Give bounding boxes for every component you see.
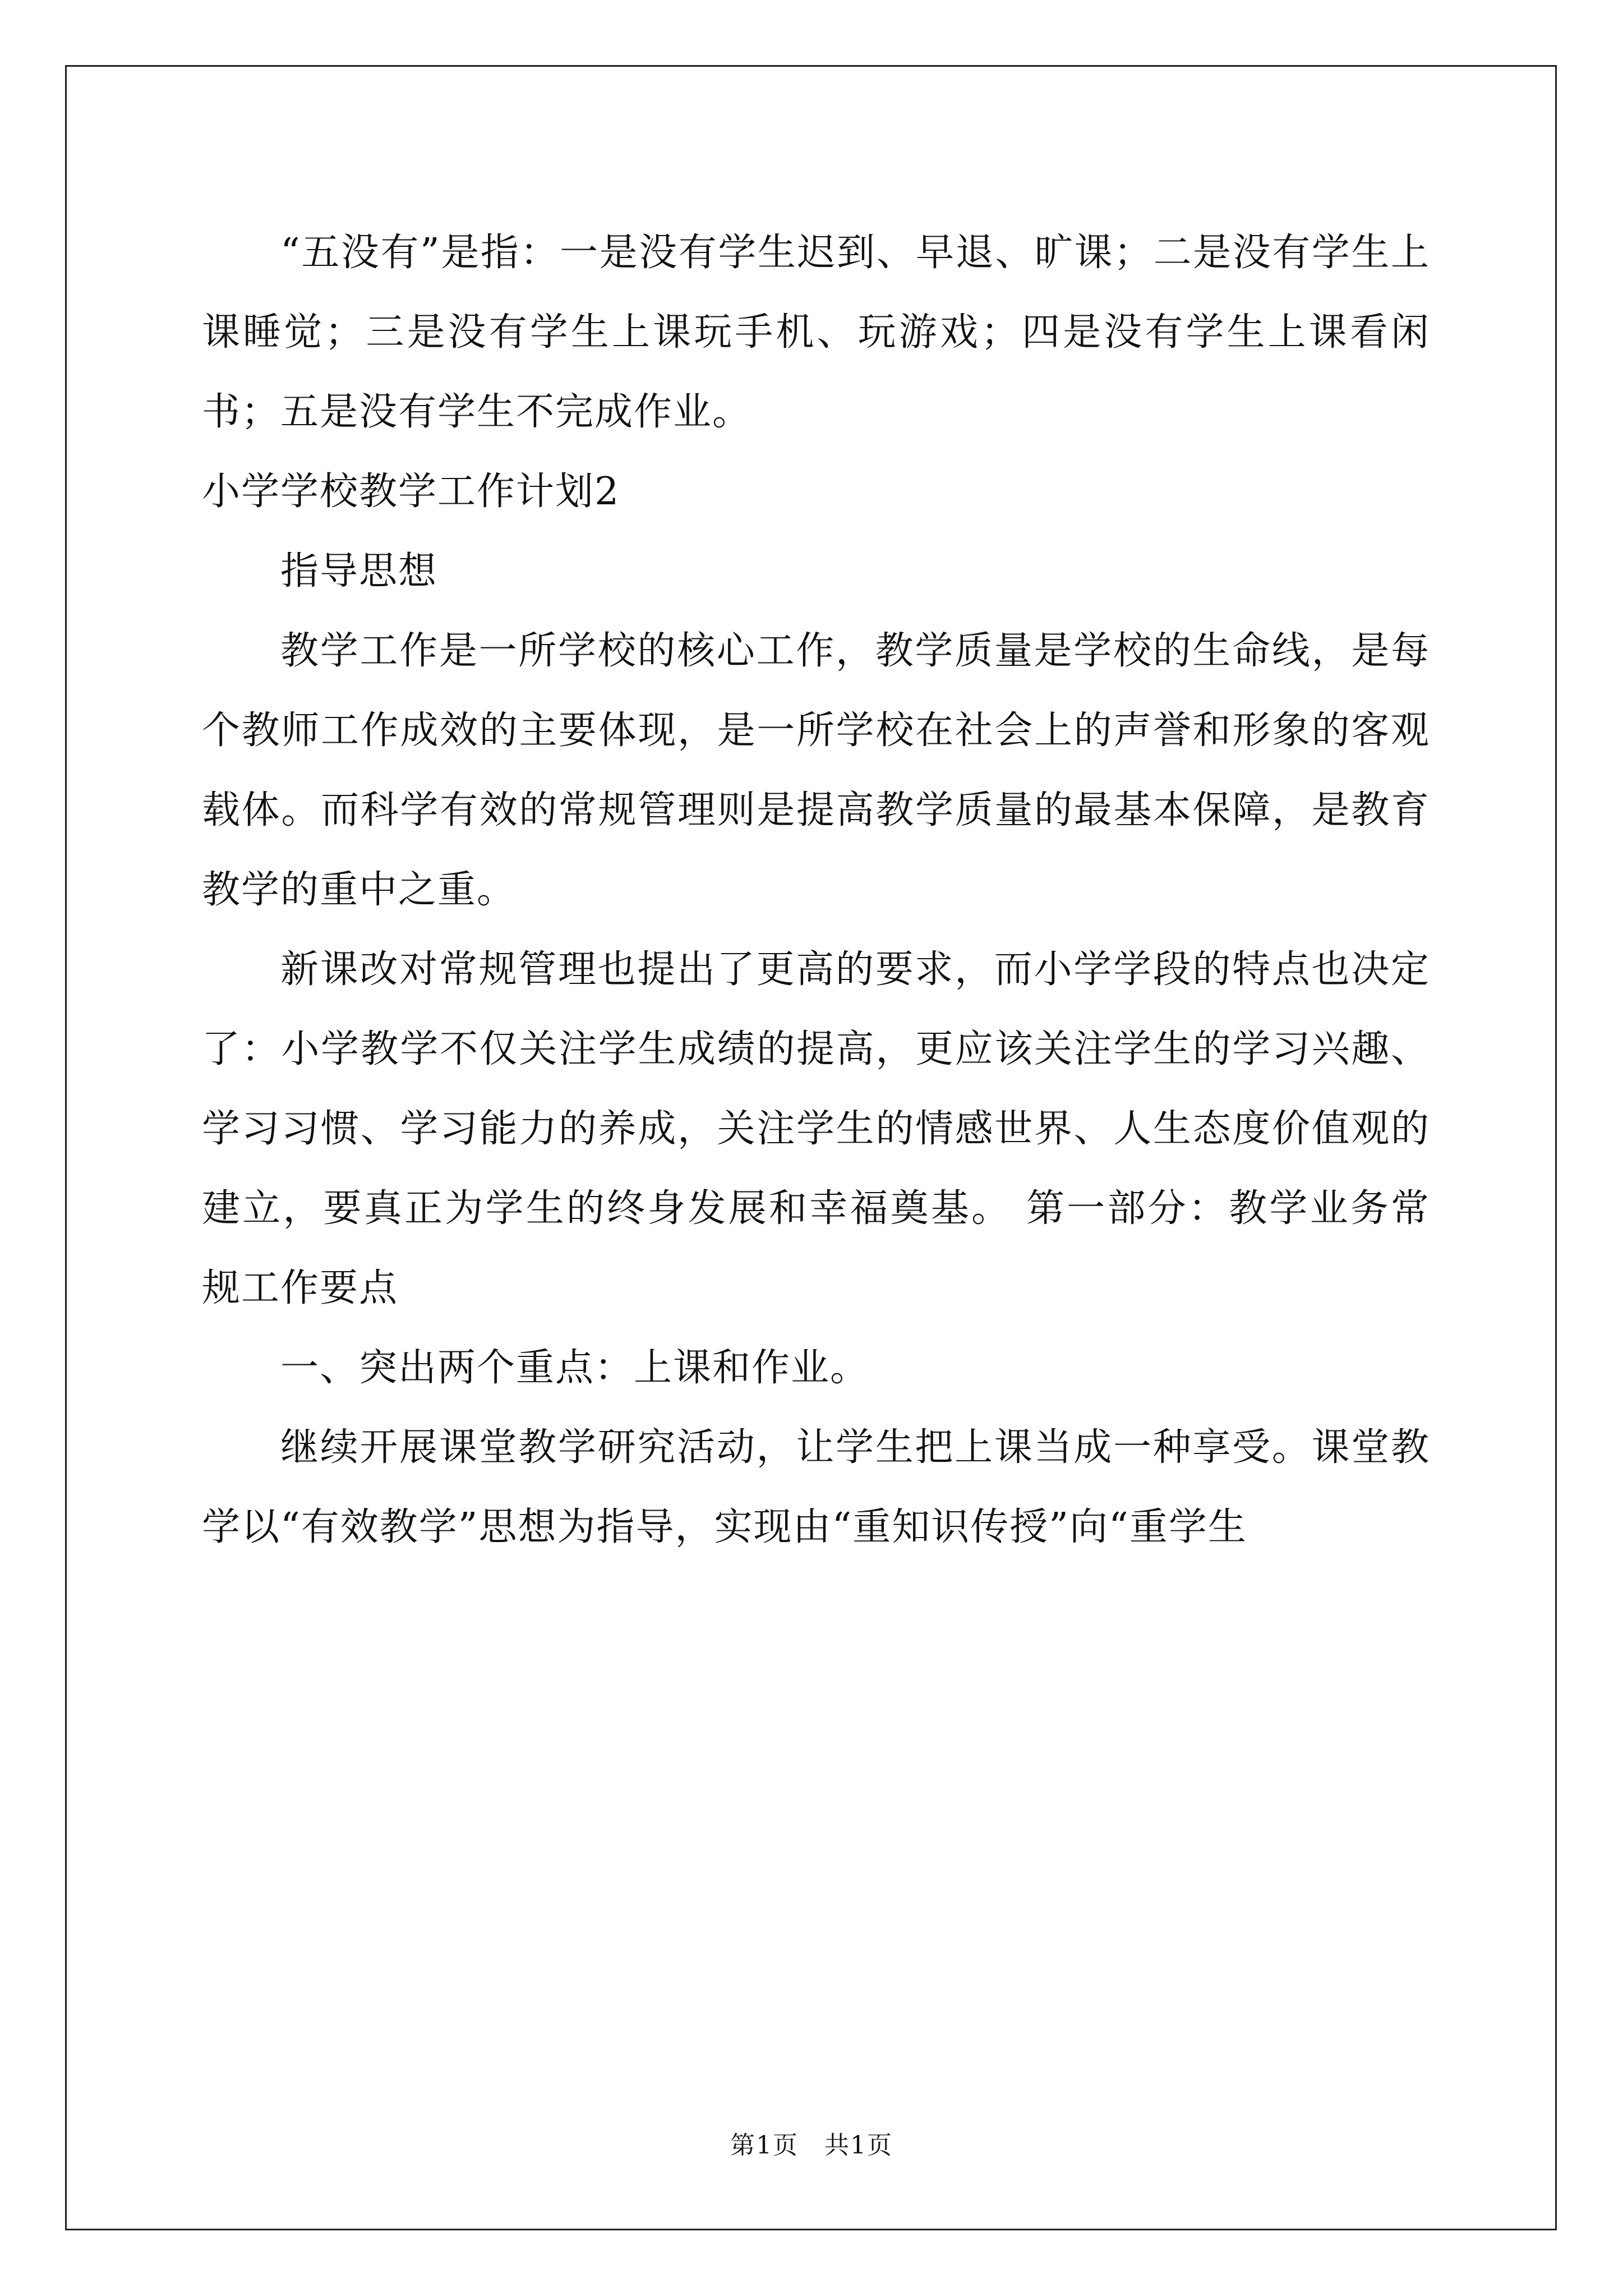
paragraph-teaching-core: 教学工作是一所学校的核心工作，教学质量是学校的生命线，是每个教师工作成效的主要体现，是一所学校在社会上的声誉和形象的客观载体。而科学有效的常规管理则是提高教学质量的最基本保障，是教育教学的重中之重。 bbox=[202, 629, 1430, 912]
document-body bbox=[202, 213, 1430, 1567]
page-number-footer: 第1页 共1页 bbox=[730, 2131, 893, 2160]
subheading-guiding-thought: 指导思想 bbox=[280, 549, 438, 593]
paragraph-classroom-research: 继续开展课堂教学研究活动，让学生把上课当成一种享受。课堂教学以“有效教学”思想为指导，实现由“重知识传授”向“重学生 bbox=[202, 1425, 1430, 1549]
paragraph-five-nos: “五没有”是指：一是没有学生迟到、早退、旷课；二是没有学生上课睡觉；三是没有学生上课玩手机、玩游戏；四是没有学生上课看闲书；五是没有学生不完成作业。 bbox=[202, 231, 1430, 434]
section-title: 小学学校教学工作计划2 bbox=[202, 470, 620, 514]
paragraph-new-curriculum: 新课改对常规管理也提出了更高的要求，而小学学段的特点也决定了：小学教学不仅关注学生成绩的提高，更应该关注学生的学习兴趣、学习习惯、学习能力的养成，关注学生的情感世界、人生态度价值观的建立，要真正为学生的终身发展和幸福奠基。 第一部分：教学业务常规工作要点 bbox=[202, 947, 1430, 1310]
subheading-two-focuses: 一、突出两个重点：上课和作业。 bbox=[280, 1346, 870, 1390]
